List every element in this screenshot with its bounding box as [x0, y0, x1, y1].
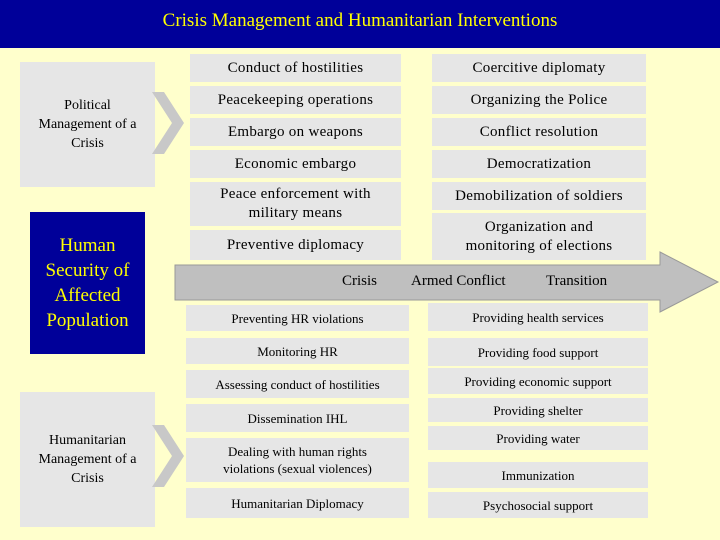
humanitarian-action-box	[186, 305, 409, 331]
humanitarian-action-label: Providing food support	[477, 344, 599, 360]
humanitarian-action-box	[428, 492, 648, 518]
humanitarian-action-box	[186, 404, 409, 432]
humanitarian-action-box	[186, 488, 409, 518]
political-action-label: Organizing the Police	[470, 91, 608, 108]
political-action-box	[190, 182, 401, 226]
political-action-box	[432, 54, 646, 82]
humanitarian-management-label	[20, 392, 155, 527]
political-action-label: Democratization	[486, 155, 592, 172]
humanitarian-action-box	[186, 370, 409, 398]
humanitarian-action-box	[428, 462, 648, 488]
humanitarian-action-box	[428, 368, 648, 394]
political-action-box	[190, 54, 401, 82]
political-action-label: Peace enforcement with military means	[220, 186, 371, 221]
humanitarian-management-text: Humanitarian Management of a Crisis	[38, 433, 137, 486]
humanitarian-action-label: Dissemination IHL	[247, 410, 348, 426]
political-action-label: Organization and monitoring of elections	[465, 218, 613, 254]
political-action-box	[190, 118, 401, 146]
humanitarian-action-box	[186, 438, 409, 482]
political-action-box	[190, 86, 401, 114]
political-action-label: Embargo on weapons	[227, 123, 364, 140]
humanitarian-action-label: Psychosocial support	[482, 497, 594, 513]
phase-armed-conflict-label: Armed Conflict	[411, 273, 506, 289]
chevron-right-icon	[152, 92, 186, 154]
humanitarian-action-label: Providing economic support	[464, 373, 612, 389]
humanitarian-action-label: Providing water	[496, 430, 580, 446]
political-action-box	[432, 150, 646, 178]
humanitarian-action-label: Immunization	[501, 467, 575, 483]
political-action-label: Conflict resolution	[479, 123, 599, 140]
political-action-label: Demobilization of soldiers	[455, 187, 623, 204]
political-management-text: Political Management of a Crisis	[38, 98, 137, 151]
human-security-label	[30, 212, 145, 354]
political-action-box	[432, 182, 646, 210]
humanitarian-action-box	[186, 338, 409, 364]
humanitarian-action-label: Providing health services	[472, 309, 604, 325]
political-management-label	[20, 62, 155, 187]
humanitarian-action-box	[428, 338, 648, 366]
political-action-label: Conduct of hostilities	[227, 59, 364, 76]
humanitarian-action-label: Dealing with human rights violations (sexual violences)	[223, 444, 372, 476]
humanitarian-action-label: Humanitarian Diplomacy	[231, 495, 364, 511]
phase-transition-label: Transition	[546, 273, 608, 289]
phase-crisis-label: Crisis	[342, 273, 378, 289]
political-action-label: Economic embargo	[234, 155, 357, 172]
political-action-box	[190, 230, 401, 260]
humanitarian-action-label: Providing shelter	[493, 402, 583, 418]
chevron-right-icon	[152, 425, 186, 487]
humanitarian-action-label: Preventing HR violations	[231, 310, 364, 326]
political-action-label: Peacekeeping operations	[217, 91, 374, 108]
political-action-box	[190, 150, 401, 178]
political-action-label: Coercitive diplomaty	[472, 59, 606, 76]
political-action-box	[432, 118, 646, 146]
humanitarian-action-box	[428, 398, 648, 422]
political-action-box	[432, 86, 646, 114]
humanitarian-action-label: Assessing conduct of hostilities	[215, 376, 380, 392]
humanitarian-action-label: Monitoring HR	[257, 343, 338, 359]
human-security-text: Human Security of Affected Population	[45, 235, 130, 331]
page-title: Crisis Management and Humanitarian Interventions	[162, 10, 558, 31]
political-action-box	[432, 213, 646, 260]
political-action-label: Preventive diplomacy	[226, 236, 365, 253]
humanitarian-action-box	[428, 426, 648, 450]
humanitarian-action-box	[428, 303, 648, 331]
